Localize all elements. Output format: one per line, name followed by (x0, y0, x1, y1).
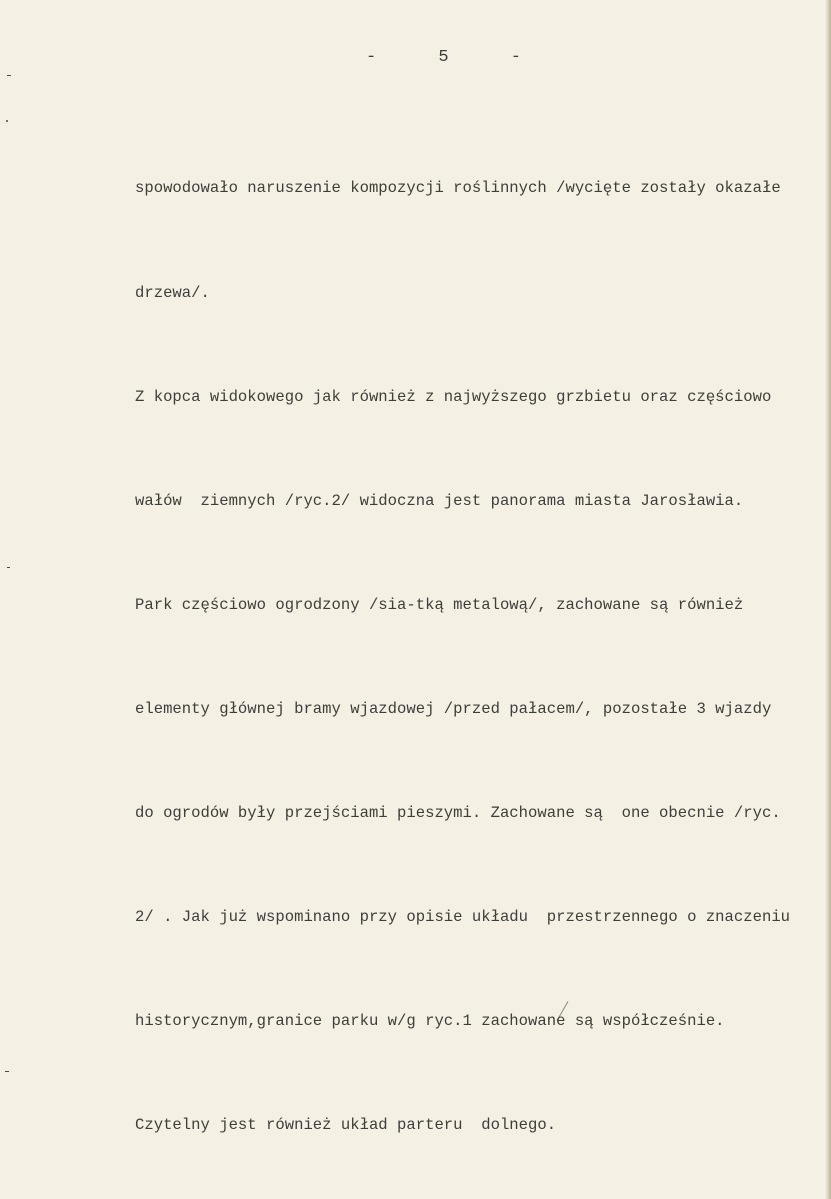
text-line: spowodowało naruszenie kompozycji roślinnych /wycięte zostały okazałe (135, 179, 781, 198)
text-line: Park częściowo ogrodzony /sia-tką metalową/, zachowane są również (135, 595, 744, 614)
text-line: historycznym,granice parku w/g ryc.1 zachowane są współcześnie. (135, 1012, 725, 1031)
margin-mark (7, 567, 10, 568)
text-line: wałów ziemnych /ryc.2/ widoczna jest panorama miasta Jarosławia. (135, 491, 744, 510)
margin-mark (5, 1071, 9, 1072)
text-line: 2/ . Jak już wspominano przy opisie układu przestrzennego o znaczeniu (135, 908, 791, 927)
margin-dot (6, 120, 8, 122)
text-line: drzewa/. (135, 283, 210, 302)
margin-mark (7, 75, 11, 76)
body-text (135, 102, 831, 1199)
page-number: - 5 - (366, 48, 548, 67)
text-line: Czytelny jest również układ parteru dolnego. (135, 1116, 557, 1135)
text-line: Z kopca widokowego jak również z najwyższego grzbietu oraz częściowo (135, 387, 772, 406)
text-line: do ogrodów były przejściami pieszymi. Zachowane są one obecnie /ryc. (135, 803, 781, 822)
text-line: elementy głównej bramy wjazdowej /przed pałacem/, pozostałe 3 wjazdy (135, 699, 772, 718)
